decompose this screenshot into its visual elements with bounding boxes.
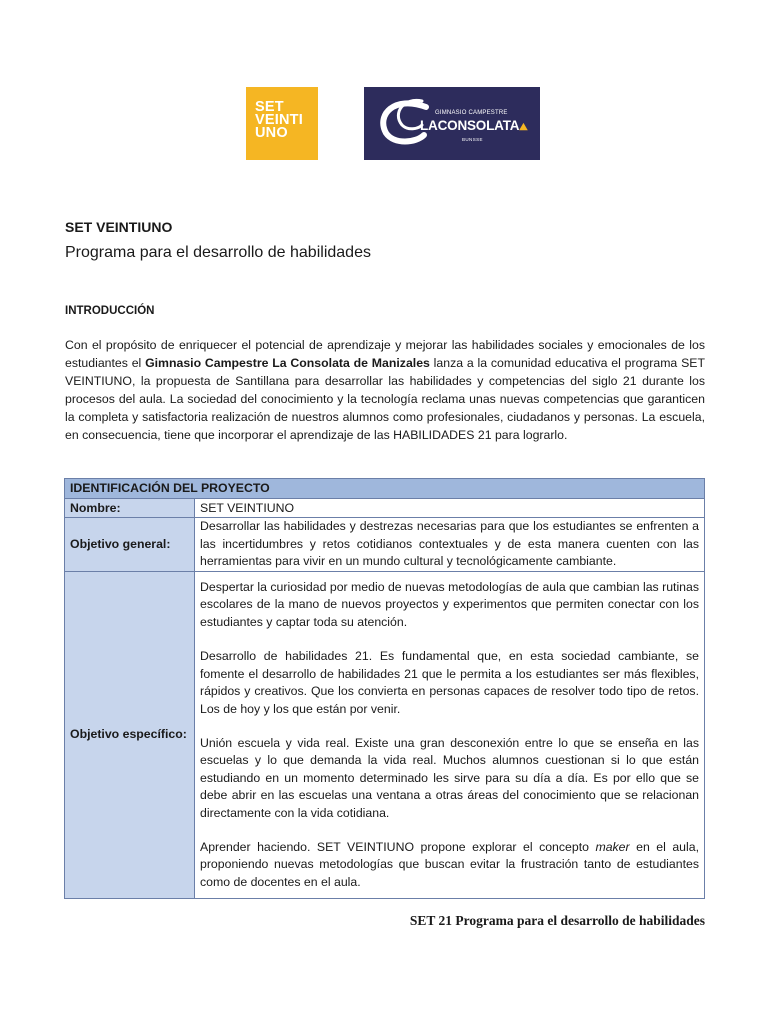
table-row: [65, 499, 705, 518]
especifico-paragraph-1: Despertar la curiosidad por medio de nuevas metodologías de aula que cambian las rutinas escolares de la mano de nuevos proyectos y experimentos que permiten conectar con los estudiantes y captar toda su atención.: [200, 580, 700, 629]
especifico-paragraph-2: Desarrollo de habilidades 21. Es fundamental que, en esta sociedad cambiante, se fomente el desarrollo de habilidades 21 que le permita a los estudiantes ser más flexibles, rápidos y creativos. Que los convierta en personas capaces de resolver todo tipo de retos. Los de hoy y los que están por venir.: [200, 649, 699, 716]
project-table: [64, 478, 705, 899]
logos-row: [0, 87, 768, 161]
set-logo-line-2: VEINTI: [255, 112, 303, 128]
school-name-bold: Gimnasio Campestre La Consolata de Manizales: [145, 356, 430, 370]
table-header: IDENTIFICACIÓN DEL PROYECTO: [65, 479, 705, 499]
nombre-label: Nombre:: [65, 499, 195, 518]
objetivo-general-value: Desarrollar las habilidades y destrezas necesarias para que los estudiantes se enfrenten a las incertidumbres y retos cotidianos contextuales y de esta manera cuenten con las herramientas para vivir en un mundo cultural y tecnológicamente cambiante.: [195, 518, 705, 571]
document-subtitle: Programa para el desarrollo de habilidades: [65, 244, 371, 261]
nombre-value: SET VEINTIUNO: [195, 499, 705, 518]
intro-paragraph: Con el propósito de enriquecer el potencial de aprendizaje y mejorar las habilidades sociales y emocionales de los estudiantes el Gimnasio Campestre La Consolata de Manizales lanza a la comunidad educativa el programa SET VEINTIUNO, la propuesta de Santillana para desarrollar las habilidades y competencias del siglo 21 durante los procesos del aula. La sociedad del conocimiento y la tecnología reclama unas nuevas competencias que garanticen la completa y satisfactoria realización de nuestros alumnos como profesionales, ciudadanos y personas. La escuela, en consecuencia, tiene que incorporar el aprendizaje de las HABILIDADES 21 para lograrlo.: [65, 338, 705, 442]
set-logo-line-1: SET: [255, 99, 284, 115]
especifico-paragraph-3: Unión escuela y vida real. Existe una gran desconexión entre lo que se enseña en las escuelas y lo que demanda la vida real. Muchos alumnos cuestionan si lo que están estudiando en un momento determinado les sirve para su día a día. Es por ello que se debe abrir en las escuelas una ventana a otras áreas del conocimiento que se relacionan directamente con la vida cotidiana.: [200, 735, 699, 820]
intro-heading: INTRODUCCIÓN: [65, 305, 155, 317]
school-logo-name: LACONSOLATA⛰: [420, 118, 528, 133]
school-logo-tiny-text: BUNSSE: [462, 137, 483, 142]
set-logo-line-3: UNO: [255, 125, 288, 141]
page-footer: SET 21 Programa para el desarrollo de habilidades: [409, 913, 705, 928]
objetivo-especifico-value: [195, 571, 705, 898]
set-veintiuno-logo: [246, 87, 318, 160]
table-header-row: [65, 479, 705, 499]
document-title: SET VEINTIUNO: [65, 219, 173, 235]
table-row: [65, 518, 705, 571]
school-logo-small-text: GIMNASIO CAMPESTRE: [435, 110, 508, 116]
especifico-paragraph-4: Aprender haciendo. SET VEINTIUNO propone explorar el concepto maker en el aula, proponiendo nuevas metodologías que buscan evitar la frustración tanto de estudiantes como de docentes en el aula.: [200, 839, 699, 889]
objetivo-especifico-label: Objetivo específico:: [65, 571, 195, 898]
objetivo-general-label: Objetivo general:: [65, 518, 195, 571]
table-row: [65, 571, 705, 898]
school-logo: [364, 87, 540, 160]
